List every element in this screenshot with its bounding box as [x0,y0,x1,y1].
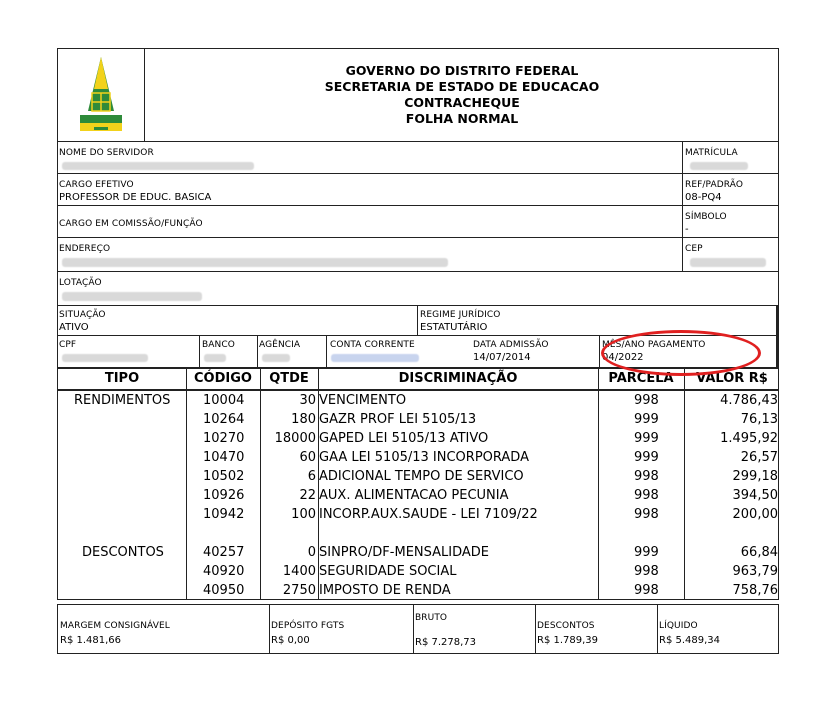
matricula-label: MATRÍCULA [685,148,738,158]
cep-label: CEP [685,244,703,254]
cell-parcela: 999 [634,545,659,560]
cell-parcela: 999 [634,431,659,446]
liquido-label: LÍQUIDO [659,621,698,631]
header-line-2: SECRETARIA DE ESTADO DE EDUCACAO [324,79,600,94]
cell-codigo: 10470 [203,450,245,465]
descontos-total-value: R$ 1.789,39 [537,635,599,646]
cell-valor: 1.495,92 [720,431,778,446]
cell-codigo: 40257 [203,545,245,560]
col-header-valor: VALOR R$ [696,371,768,386]
lotacao-label: LOTAÇÃO [59,278,102,288]
cell-desc: SEGURIDADE SOCIAL [319,564,457,579]
cell-desc: GAPED LEI 5105/13 ATIVO [319,431,489,446]
header-line-1: GOVERNO DO DISTRITO FEDERAL [345,63,579,78]
col-header-discriminacao: DISCRIMINAÇÃO [398,371,518,386]
cell-desc: ADICIONAL TEMPO DE SERVICO [319,469,524,484]
tipo-rendimentos: RENDIMENTOS [74,393,171,408]
cell-qtde: 18000 [274,431,316,446]
agencia-label: AGÊNCIA [259,340,301,350]
cell-qtde: 60 [299,450,316,465]
cell-desc: SINPRO/DF-MENSALIDADE [319,545,489,560]
cell-qtde: 6 [307,469,316,484]
cell-qtde: 22 [299,488,316,503]
col-header-tipo: TIPO [104,371,140,386]
endereco-redacted [62,258,448,267]
margem-value: R$ 1.481,66 [60,635,122,646]
cell-valor: 200,00 [732,507,778,522]
cell-valor: 394,50 [732,488,778,503]
banco-redacted [204,354,226,362]
bruto-label: BRUTO [415,613,448,623]
gdf-logo [58,49,145,141]
row-lotacao [57,272,779,306]
cell-qtde: 1400 [282,564,316,579]
cell-qtde: 30 [299,393,316,408]
cell-qtde: 2750 [282,583,316,598]
cell-desc: INCORP.AUX.SAUDE - LEI 7109/22 [319,507,538,522]
cargo-efetivo-value: PROFESSOR DE EDUC. BASICA [59,192,212,203]
cell-parcela: 998 [634,583,659,598]
header-line-3: CONTRACHEQUE [404,95,520,110]
cell-valor: 963,79 [732,564,778,579]
situacao-value: ATIVO [59,322,89,333]
fgts-label: DEPÓSITO FGTS [271,621,345,631]
row-cargo-efetivo [57,174,779,206]
cell-codigo: 10004 [203,393,245,408]
conta-redacted [331,354,419,362]
cargo-efetivo-label: CARGO EFETIVO [59,180,134,190]
cell-parcela: 998 [634,488,659,503]
cell-codigo: 10264 [203,412,245,427]
cpf-label: CPF [59,340,77,350]
cell-qtde: 100 [291,507,316,522]
liquido-value: R$ 5.489,34 [659,635,721,646]
cell-qtde: 180 [291,412,316,427]
cell-desc: IMPOSTO DE RENDA [319,583,451,598]
cell-parcela: 998 [634,469,659,484]
col-header-parcela: PARCELA [608,371,674,386]
paystub [57,48,780,654]
cell-desc: GAA LEI 5105/13 INCORPORADA [319,450,529,465]
admissao-value: 14/07/2014 [473,352,531,363]
tipo-descontos: DESCONTOS [82,545,164,560]
totals-footer [57,604,779,654]
gdf-crest-icon [58,49,144,141]
payments-table [57,368,779,600]
cell-desc: VENCIMENTO [319,393,407,408]
banco-label: BANCO [202,340,235,350]
cell-qtde: 0 [307,545,316,560]
cell-desc: AUX. ALIMENTACAO PECUNIA [319,488,509,503]
cell-valor: 4.786,43 [720,393,778,408]
row-nome [57,142,779,174]
cell-valor: 76,13 [740,412,778,427]
situacao-label: SITUAÇÃO [59,310,106,320]
header-titles [144,63,780,127]
paystub-header [57,48,779,142]
endereco-label: ENDEREÇO [59,244,111,254]
mes-ano-value: 04/2022 [602,352,644,363]
admissao-label: DATA ADMISSÃO [473,340,549,350]
cell-valor: 758,76 [732,583,778,598]
nome-redacted [62,162,254,170]
cargo-comissao-label: CARGO EM COMISSÃO/FUNÇÃO [59,219,203,229]
lotacao-redacted [62,292,202,301]
col-header-codigo: CÓDIGO [194,371,252,386]
cell-codigo: 10942 [203,507,245,522]
simbolo-value: - [685,224,689,235]
cell-codigo: 40950 [203,583,245,598]
cep-redacted [690,258,766,267]
cell-codigo: 10926 [203,488,245,503]
cell-parcela: 998 [634,393,659,408]
descontos-total-label: DESCONTOS [537,621,595,631]
cell-valor: 26,57 [740,450,778,465]
cell-desc: GAZR PROF LEI 5105/13 [319,412,477,427]
cell-codigo: 10270 [203,431,245,446]
ref-padrao-value: 08-PQ4 [685,192,722,203]
nome-label: NOME DO SERVIDOR [59,148,154,158]
cell-valor: 299,18 [732,469,778,484]
cell-codigo: 40920 [203,564,245,579]
matricula-redacted [690,162,748,170]
regime-label: REGIME JURÍDICO [420,310,501,320]
row-endereco [57,238,779,272]
ref-padrao-label: REF/PADRÃO [685,180,744,190]
cell-codigo: 10502 [203,469,245,484]
cell-parcela: 999 [634,412,659,427]
cell-valor: 66,84 [740,545,778,560]
fgts-value: R$ 0,00 [271,635,310,646]
cell-parcela: 998 [634,507,659,522]
conta-label: CONTA CORRENTE [330,340,415,350]
col-header-qtde: QTDE [269,371,309,386]
bruto-value: R$ 7.278,73 [415,637,477,648]
mes-ano-label: MÊS/ANO PAGAMENTO [602,340,706,350]
simbolo-label: SÍMBOLO [685,212,727,222]
cell-parcela: 999 [634,450,659,465]
header-line-4: FOLHA NORMAL [405,111,519,126]
margem-label: MARGEM CONSIGNÁVEL [60,621,170,631]
cpf-redacted [62,354,148,362]
regime-value: ESTATUTÁRIO [420,322,488,333]
cell-parcela: 998 [634,564,659,579]
agencia-redacted [262,354,290,362]
highlight-oval [601,330,761,376]
row-cargo-comissao [57,206,779,238]
